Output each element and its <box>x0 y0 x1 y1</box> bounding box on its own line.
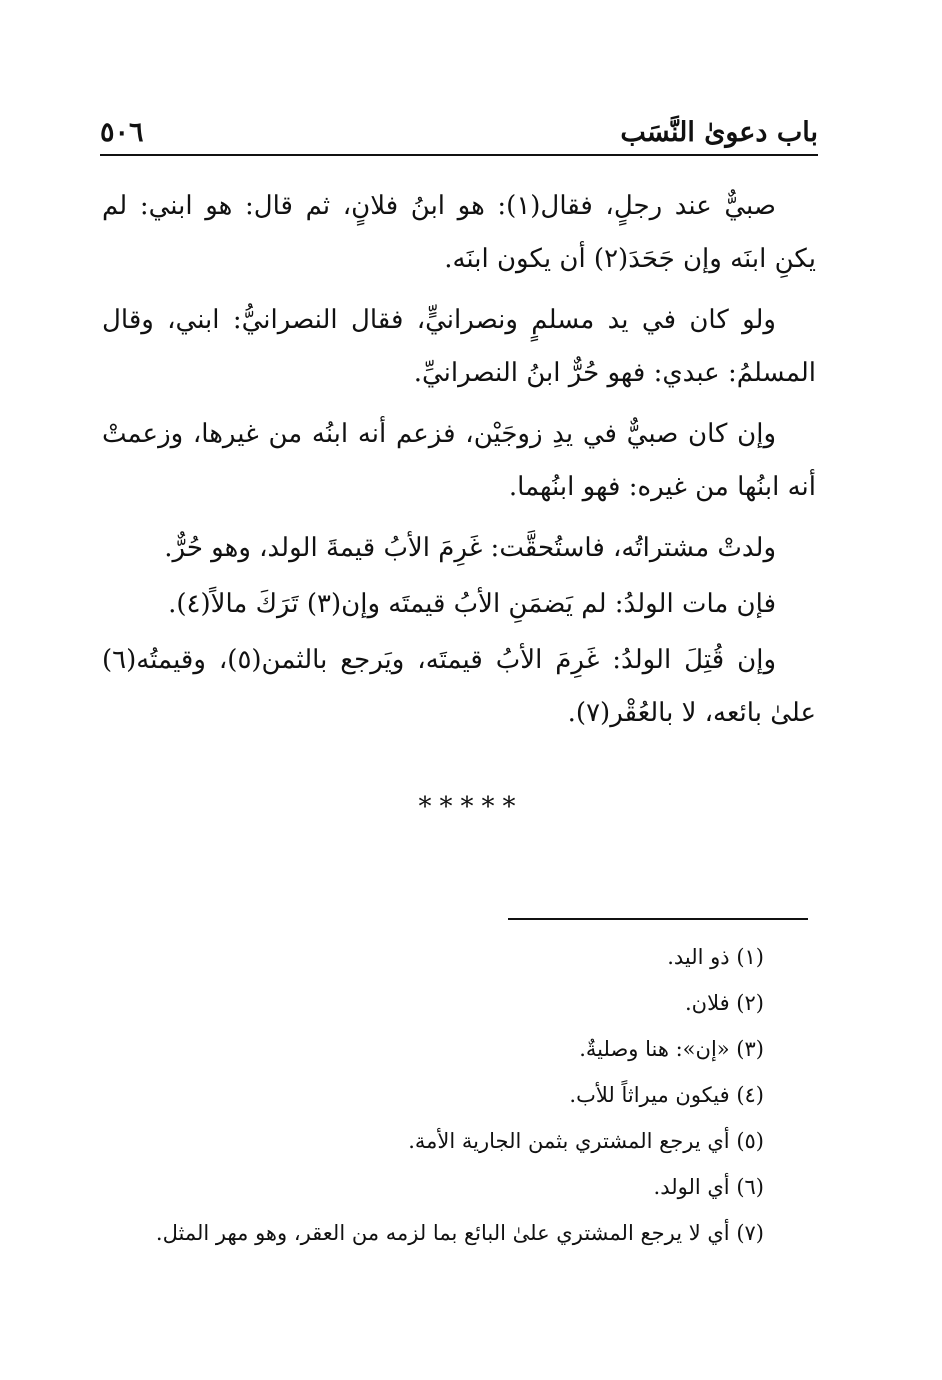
footnotes-list <box>120 934 764 1256</box>
footnote: (٥) أي يرجع المشتري بثمن الجارية الأمة. <box>408 1129 764 1153</box>
section-separator: ***** <box>418 792 524 822</box>
footnote: (٧) أي لا يرجع المشتري علىٰ البائع بما لزمه من العقر، وهو مهر المثل. <box>155 1221 764 1245</box>
chapter-title: باب دعوىٰ النَّسَب <box>620 117 818 148</box>
paragraph: وإن قُتِلَ الولدُ: غَرِمَ الأبُ قيمتَه، ويَرجع بالثمن(٥)، وقيمتُه(٦) علىٰ بائعه، لا بالعُقْر(٧). <box>102 645 816 728</box>
footnote: (١) ذو اليد. <box>667 945 764 969</box>
paragraph: صبيٌّ عند رجلٍ، فقال(١): هو ابنُ فلانٍ، ثم قال: هو ابني: لم يكنِ ابنَه وإن جَحَدَ(٢) أن يكون ابنَه. <box>102 191 816 274</box>
footnote: (٢) فلان. <box>684 991 764 1015</box>
paragraph: فإن مات الولدُ: لم يَضمَنِ الأبُ قيمتَه وإن(٣) تَرَكَ مالاً(٤). <box>168 589 776 619</box>
footnote: (٣) «إن»: هنا وصليةٌ. <box>579 1037 764 1061</box>
page-number: ٥٠٦ <box>100 117 144 148</box>
footnote: (٦) أي الولد. <box>653 1175 764 1199</box>
footnote-divider <box>508 918 808 920</box>
paragraph: ولو كان في يد مسلمٍ ونصرانيٍّ، فقال النصرانيُّ: ابني، وقال المسلمُ: عبدي: فهو حُرٌّ ابنُ النصرانيِّ. <box>102 305 816 388</box>
paragraph: ولدتْ مشتراتُه، فاستُحقَّت: غَرِمَ الأبُ قيمةَ الولد، وهو حُرٌّ. <box>164 533 776 563</box>
paragraph: وإن كان صبيٌّ في يدِ زوجَيْن، فزعم أنه ابنُه من غيرها، وزعمتْ أنه ابنُها من غيره: فهو ابنُهما. <box>102 419 816 502</box>
main-text <box>102 180 816 748</box>
running-header <box>100 104 818 156</box>
footnote: (٤) فيكون ميراثاً للأب. <box>569 1083 764 1107</box>
